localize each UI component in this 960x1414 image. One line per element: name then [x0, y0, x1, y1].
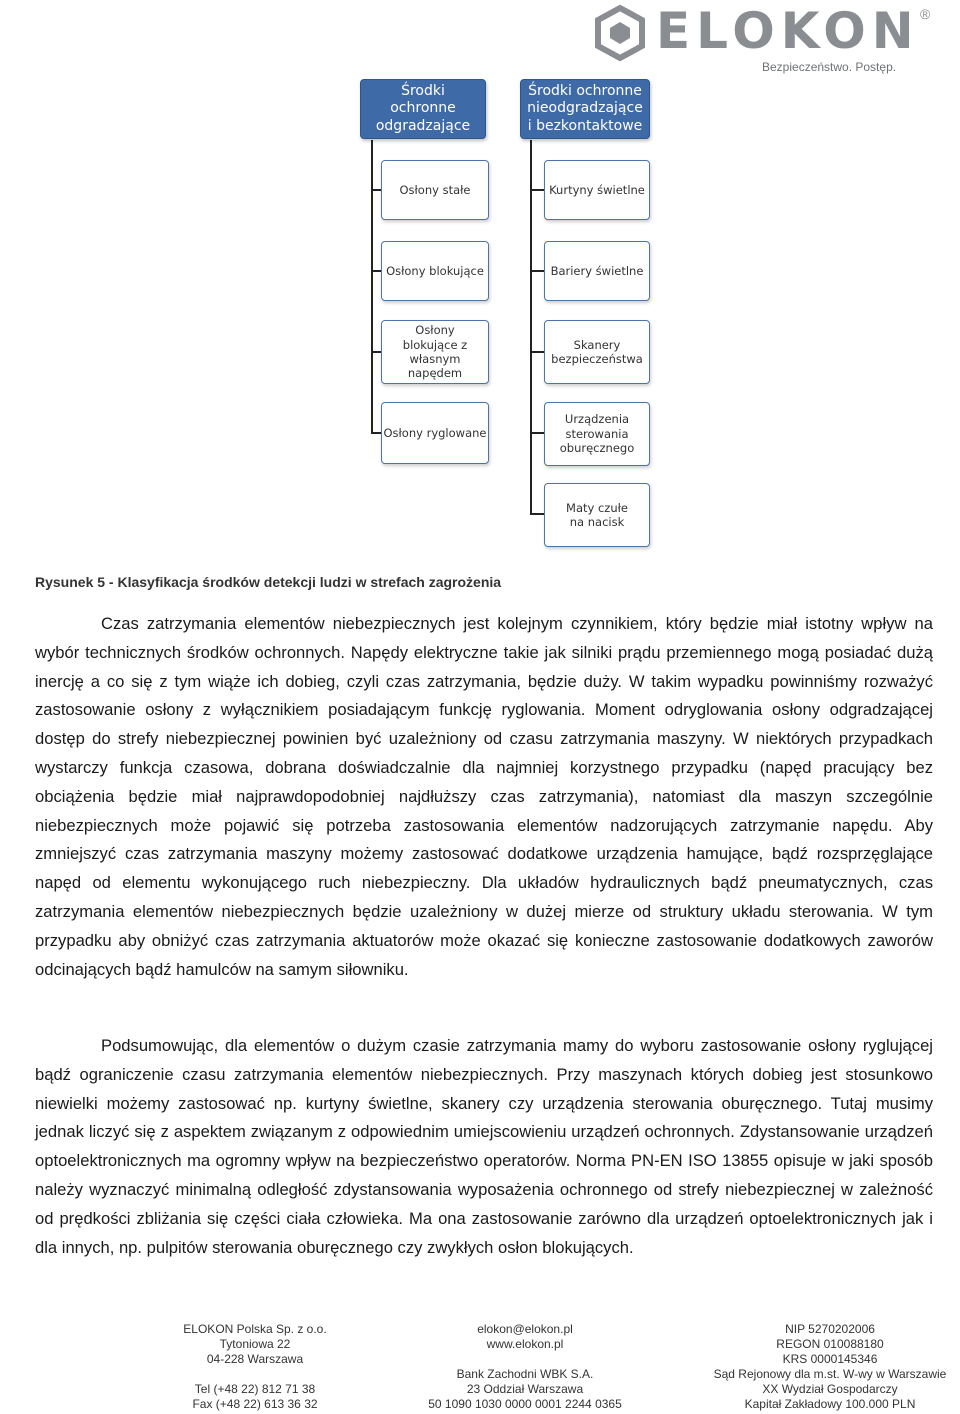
logo-wordmark: ELOKON	[656, 2, 920, 60]
left-connector-vertical	[371, 140, 373, 434]
footer-contact-bank	[410, 1322, 640, 1412]
right-connector-branch-5	[530, 513, 544, 515]
figure-caption: Rysunek 5 - Klasyfikacja środków detekcji ludzi w strefach zagrożenia	[35, 574, 502, 590]
right-item-4: Urządzenia sterowania oburęcznego	[544, 402, 650, 466]
footer-line: ELOKON Polska Sp. z o.o.	[183, 1322, 327, 1336]
paragraph-text: Podsumowując, dla elementów o dużym czasie zatrzymania mamy do wyboru zastosowanie osłony ryglującej bądź ograniczenie czasu zatrzymania elementów niebezpiecznych. Przy maszynach których dobieg jest stosunkowo niewielki możemy zastosować np. kurtyny świetlne, skanery czy urządzenia sterowania oburęcznego. Tutaj musimy jednak liczyć się z aspektem związanym z odpowiednim umiejscowieniu urządzeń ochronnych. Zdystansowanie urządzeń optoelektronicznych ma ogromny wpływ na bezpieczeństwo operatorów. Norma PN-EN ISO 13855 opisuje w jaki sposób należy wyznaczyć minimalną odległość zdystansowania wyposażenia ochronnego od strefy niebezpiecznej w zależność od prędkości zbliżania się części ciała człowieka. Ma ona zastosowanie zarówno dla urządzeń optoelektronicznych jak i dla innych, np. pulpitów sterowania oburęcznego czy zwykłych osłon blokujących.	[35, 1036, 933, 1257]
left-item-3: Osłony blokujące z własnym napędem	[381, 320, 489, 384]
footer-email-link[interactable]: elokon@elokon.pl	[477, 1322, 573, 1336]
footer-website-link[interactable]: www.elokon.pl	[486, 1337, 564, 1351]
right-item-2: Bariery świetlne	[544, 241, 650, 301]
right-item-1: Kurtyny świetlne	[544, 160, 650, 220]
footer-line: 04-228 Warszawa	[206, 1352, 304, 1366]
footer-line: 50 1090 1030 0000 0001 2244 0365	[428, 1397, 622, 1411]
left-item-2: Osłony blokujące	[381, 241, 489, 301]
body-paragraph-1	[35, 610, 933, 984]
right-connector-vertical	[530, 140, 532, 515]
footer-line: XX Wydział Gospodarczy	[762, 1382, 898, 1396]
footer-line: Bank Zachodni WBK S.A.	[456, 1367, 594, 1381]
right-item-3: Skanery bezpieczeństwa	[544, 320, 650, 384]
right-connector-branch-2	[530, 270, 544, 272]
classification-diagram	[0, 0, 960, 560]
footer-registration-info	[700, 1322, 960, 1412]
footer-line: Tytoniowa 22	[219, 1337, 291, 1351]
footer-line: REGON 010088180	[776, 1337, 884, 1351]
logo-registered-mark: ®	[920, 6, 931, 22]
body-paragraph-2	[35, 1032, 933, 1262]
right-category-header: Środki ochronne nieodgradzające i bezkontaktowe	[520, 79, 650, 139]
footer-line: Tel (+48 22) 812 71 38	[194, 1382, 316, 1396]
right-item-5: Maty czułe na nacisk	[544, 483, 650, 547]
logo-tagline: Bezpieczeństwo. Postęp.	[762, 60, 897, 74]
footer-line	[140, 1367, 370, 1382]
paragraph-text: Czas zatrzymania elementów niebezpiecznych jest kolejnym czynnikiem, który będzie miał istotny wpływ na wybór technicznych środków ochronnych. Napędy elektryczne takie jak silniki prądu przemiennego mogą posiadać dużą inercję a co się z tym wiąże ich dobieg, czyli czas zatrzymania, będzie duży. W takim wypadku powinniśmy rozważyć zastosowanie osłony z wyłącznikiem posiadającym funkcję ryglowania. Moment odryglowania osłony odgradzającej dostęp do strefy niebezpiecznej powinien być uzależniony od czasu zatrzymania maszyny. W niektórych przypadkach wystarczy funkcja czasowa, dobrana doświadczalnie dla najmniej korzystnego przypadku (napęd pracujący bez obciążenia będzie miał najprawdopodobniej najdłuższy czas zatrzymania), natomiast dla maszyn szczególnie niebezpiecznych może pojawić się potrzeba zastosowania elementów nadzorujących zatrzymanie napędu. Aby zmniejszyć czas zatrzymania maszyny możemy zastosować dodatkowe urządzenia hamujące, bądź rozsprzęglające napęd od elementu wykonującego ruch niebezpieczny. Dla układów hydraulicznych bądź pneumatycznych, czas zatrzymania elementów niebezpiecznych będzie uzależniony w dużej mierze od struktury układu sterowania. W tym przypadku aby obniżyć czas zatrzymania aktuatorów może okazać się konieczne zastosowanie dodatkowych zaworów odcinających bądź hamulców na samym siłowniku.	[35, 614, 933, 979]
footer-line: Fax (+48 22) 613 36 32	[192, 1397, 318, 1411]
footer-line: Kapitał Zakładowy 100.000 PLN	[744, 1397, 916, 1411]
footer-company-info	[140, 1322, 370, 1412]
footer-line: Sąd Rejonowy dla m.st. W-wy w Warszawie	[713, 1367, 947, 1381]
footer-line: NIP 5270202006	[785, 1322, 875, 1336]
right-connector-branch-4	[530, 432, 544, 434]
left-category-header: Środki ochronne odgradzające	[360, 79, 486, 139]
left-item-4: Osłony ryglowane	[381, 402, 489, 464]
right-connector-branch-1	[530, 189, 544, 191]
right-connector-branch-3	[530, 351, 544, 353]
left-item-1: Osłony stałe	[381, 160, 489, 220]
footer-line	[410, 1352, 640, 1367]
footer-line: 23 Oddział Warszawa	[466, 1382, 584, 1396]
footer-line: KRS 0000145346	[782, 1352, 878, 1366]
